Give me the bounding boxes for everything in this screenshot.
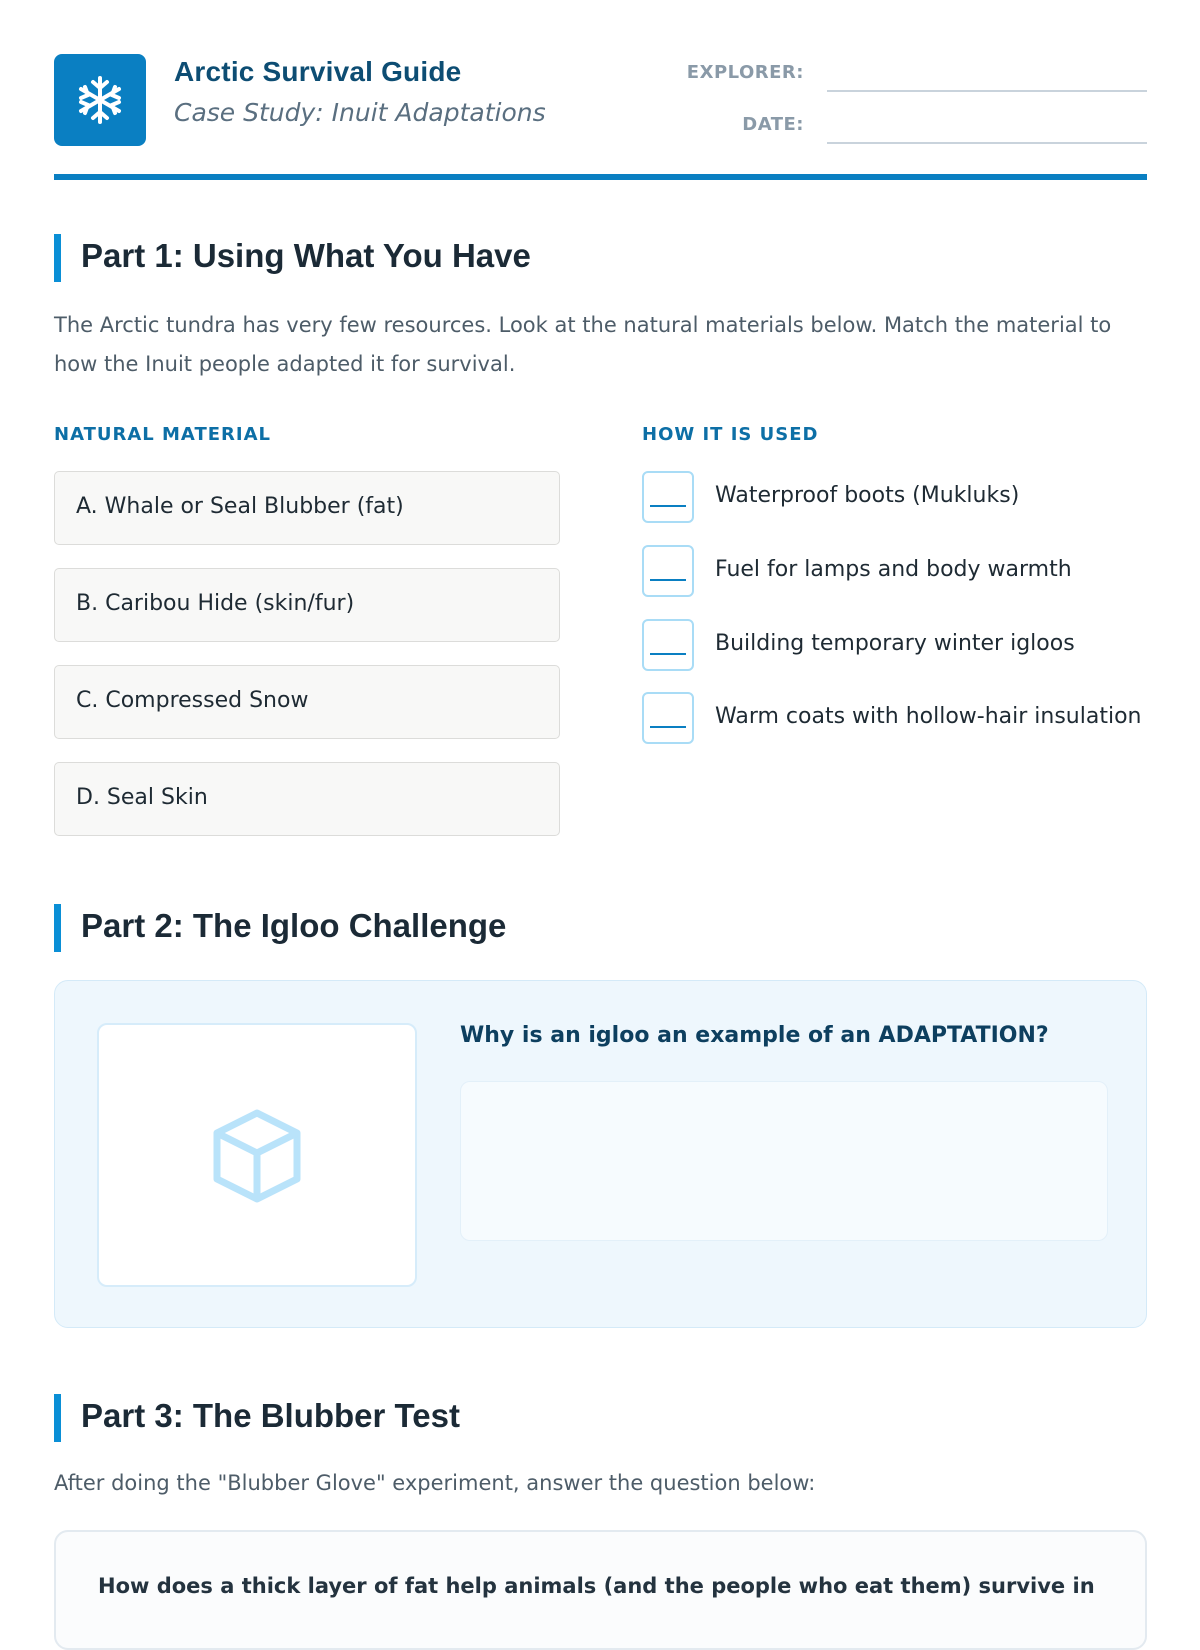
- material-label: A. Whale or Seal Blubber (fat): [76, 494, 404, 519]
- answer-box[interactable]: [642, 545, 694, 597]
- part3-heading: [54, 1394, 1154, 1442]
- cube-icon: [209, 1105, 305, 1205]
- explorer-label: EXPLORER:: [686, 62, 804, 83]
- material-label: B. Caribou Hide (skin/fur): [76, 591, 355, 616]
- answer-box[interactable]: [642, 692, 694, 744]
- part1-intro: The Arctic tundra has very few resources. Look at the natural materials below. Match the material to how the Inuit people adapted it for survival.: [54, 313, 1112, 376]
- material-card-b: [54, 568, 560, 642]
- part3-heading-text: Part 3: The Blubber Test: [81, 1397, 460, 1434]
- natural-material-header: NATURAL MATERIAL: [54, 424, 271, 445]
- part1-heading: [54, 234, 1154, 282]
- part2-heading: [54, 904, 1154, 952]
- part1-heading-text: Part 1: Using What You Have: [81, 237, 531, 274]
- igloo-image-placeholder: [97, 1023, 417, 1287]
- igloo-challenge-panel: [54, 980, 1147, 1328]
- header-divider: [54, 174, 1147, 180]
- use-row-3: [642, 619, 1147, 673]
- use-label: Warm coats with hollow-hair insulation: [715, 704, 1142, 729]
- how-it-is-used-header: HOW IT IS USED: [642, 424, 819, 445]
- use-row-2: [642, 545, 1147, 599]
- answer-box[interactable]: [642, 619, 694, 671]
- material-card-c: [54, 665, 560, 739]
- date-label: DATE:: [742, 114, 804, 135]
- igloo-question: Why is an igloo an example of an ADAPTATION?: [460, 1023, 1049, 1048]
- use-row-4: [642, 692, 1147, 746]
- use-label: Waterproof boots (Mukluks): [715, 483, 1020, 508]
- part3-intro: After doing the "Blubber Glove" experiment, answer the question below:: [54, 1471, 816, 1495]
- answer-box[interactable]: [642, 471, 694, 523]
- worksheet-title: Arctic Survival Guide: [174, 56, 462, 87]
- explorer-field[interactable]: [827, 90, 1147, 92]
- worksheet-header: [54, 54, 1147, 146]
- material-label: D. Seal Skin: [76, 785, 208, 810]
- material-card-a: [54, 471, 560, 545]
- blubber-question-panel: [54, 1530, 1147, 1650]
- worksheet-subtitle: Case Study: Inuit Adaptations: [174, 98, 546, 127]
- material-label: C. Compressed Snow: [76, 688, 309, 713]
- part2-heading-text: Part 2: The Igloo Challenge: [81, 907, 507, 944]
- blubber-question: How does a thick layer of fat help animals (and the people who eat them) survive in: [98, 1574, 1095, 1598]
- use-label: Building temporary winter igloos: [715, 631, 1075, 656]
- material-card-d: [54, 762, 560, 836]
- use-label: Fuel for lamps and body warmth: [715, 557, 1072, 582]
- igloo-answer-area[interactable]: [460, 1081, 1108, 1241]
- use-row-1: [642, 471, 1147, 525]
- snowflake-icon: [54, 54, 146, 146]
- date-field[interactable]: [827, 142, 1147, 144]
